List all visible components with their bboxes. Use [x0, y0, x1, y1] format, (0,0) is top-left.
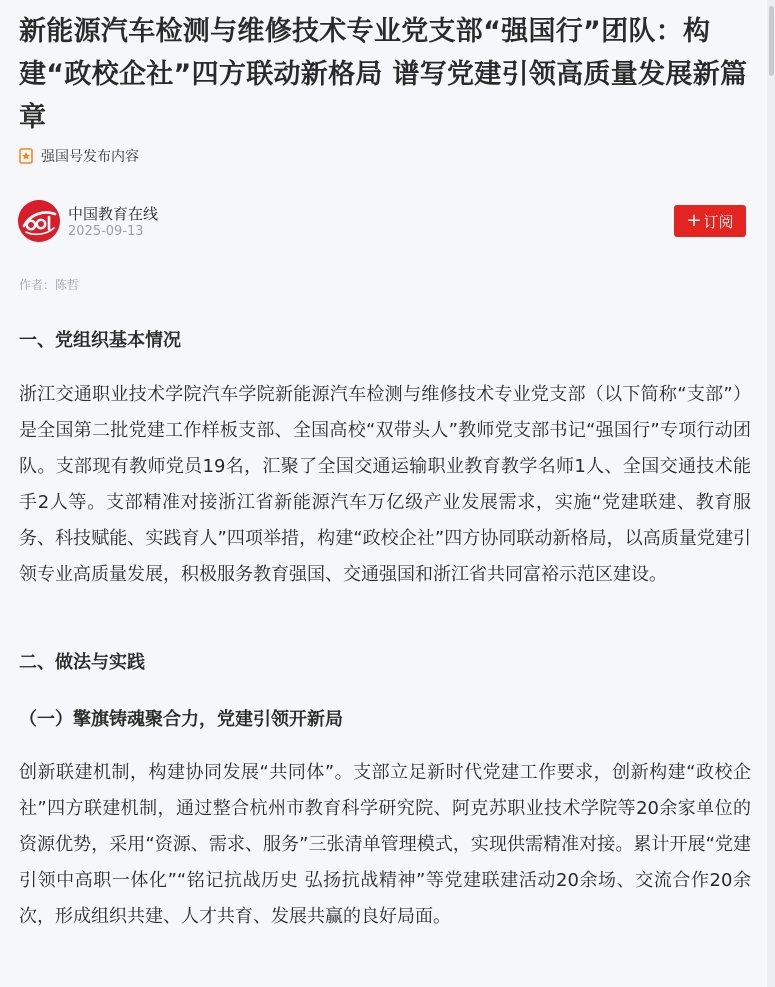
publish-tag: [19, 145, 139, 167]
source-bar: [18, 200, 748, 244]
subscribe-label: 订阅: [703, 212, 734, 231]
author-byline: 作者：陈哲: [19, 278, 80, 292]
publish-date: 2025-09-13: [68, 224, 144, 239]
page-scrollbar[interactable]: [767, 0, 775, 987]
section-heading-2: 二、做法与实践: [19, 652, 145, 673]
subsection-heading-1: （一）擎旗铸魂聚合力，党建引领开新局: [19, 709, 343, 730]
subscribe-button[interactable]: [674, 205, 746, 237]
source-name[interactable]: 中国教育在线: [68, 205, 159, 223]
section-heading-1: 一、党组织基本情况: [19, 330, 181, 351]
eol-logo-icon: [18, 200, 60, 242]
plus-icon: +: [686, 210, 702, 231]
article-title: 新能源汽车检测与维修技术专业党支部“强国行”团队：构建“政校企社”四方联动新格局 谱写党建引领高质量发展新篇章: [19, 16, 748, 133]
subsection-paragraph-1: 创新联建机制，构建协同发展“共同体”。支部立足新时代党建工作要求，创新构建“政校企社”四方联建机制，通过整合杭州市教育科学研究院、阿克苏职业技术学院等20余家单位的资源优势，采用“资源、需求、服务”三张清单管理模式，实现供需精准对接。累计开展“党建引领中高职一体化”“铭记抗战历史 弘扬抗战精神”等党建联建活动20余场、交流合作20余次，形成组织共建、人才共育、发展共赢的良好局面。: [19, 762, 751, 927]
section-paragraph-1: 浙江交通职业技术学院汽车学院新能源汽车检测与维修技术专业党支部（以下简称“支部”）是全国第二批党建工作样板支部、全国高校“双带头人”教师党支部书记“强国行”专项行动团队。支部现有教师党员19名，汇聚了全国交通运输职业教育教学名师1人、全国交通技术能手2人等。支部精准对接浙江省新能源汽车万亿级产业发展需求，实施“党建联建、教育服务、科技赋能、实践育人”四项举措，构建“政校企社”四方协同联动新格局，以高质量党建引领专业高质量发展，积极服务教育强国、交通强国和浙江省共同富裕示范区建设。: [19, 384, 751, 585]
scrollbar-thumb[interactable]: [769, 6, 774, 76]
avatar[interactable]: [18, 200, 60, 242]
qiangguo-badge-icon: [19, 148, 33, 164]
publish-tag-label: 强国号发布内容: [41, 149, 139, 165]
